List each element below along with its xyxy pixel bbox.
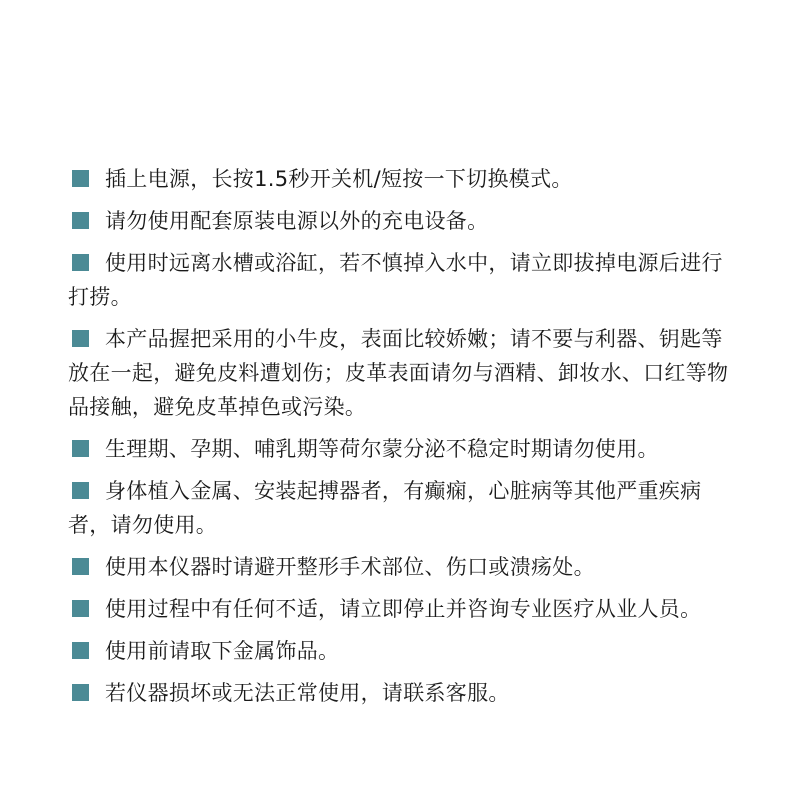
notice-item: [68, 322, 740, 424]
notice-text: 若仪器损坏或无法正常使用，请联系客服。: [105, 681, 510, 705]
square-bullet-icon: [72, 212, 89, 229]
notice-item: [68, 204, 740, 238]
notice-text: 使用本仪器时请避开整形手术部位、伤口或溃疡处。: [105, 555, 595, 579]
square-bullet-icon: [72, 330, 89, 347]
notice-text: 使用时远离水槽或浴缸，若不慎掉入水中，请立即拔掉电源后进行打捞。: [68, 251, 723, 309]
square-bullet-icon: [72, 684, 89, 701]
square-bullet-icon: [72, 558, 89, 575]
notice-text: 插上电源，长按1.5秒开关机/短按一下切换模式。: [105, 167, 573, 191]
notice-item: [68, 676, 740, 710]
square-bullet-icon: [72, 440, 89, 457]
notice-text: 生理期、孕期、哺乳期等荷尔蒙分泌不稳定时期请勿使用。: [105, 437, 659, 461]
square-bullet-icon: [72, 600, 89, 617]
notice-item: [68, 162, 740, 196]
square-bullet-icon: [72, 642, 89, 659]
notice-text: 使用过程中有任何不适，请立即停止并咨询专业医疗从业人员。: [105, 597, 702, 621]
square-bullet-icon: [72, 170, 89, 187]
notice-item: [68, 592, 740, 626]
notice-text: 身体植入金属、安装起搏器者，有癫痫，心脏病等其他严重疾病者，请勿使用。: [68, 479, 702, 537]
notice-item: [68, 474, 740, 542]
square-bullet-icon: [72, 482, 89, 499]
notice-text: 使用前请取下金属饰品。: [105, 639, 340, 663]
notice-text: 请勿使用配套原装电源以外的充电设备。: [105, 209, 489, 233]
notice-text: 本产品握把采用的小牛皮，表面比较娇嫩；请不要与利器、钥匙等放在一起，避免皮料遭划伤；皮革表面请勿与酒精、卸妆水、口红等物品接触，避免皮革掉色或污染。: [68, 327, 729, 419]
notice-item: [68, 550, 740, 584]
notice-item: [68, 432, 740, 466]
notice-item: [68, 246, 740, 314]
usage-notice-list: [68, 162, 740, 718]
square-bullet-icon: [72, 254, 89, 271]
notice-item: [68, 634, 740, 668]
